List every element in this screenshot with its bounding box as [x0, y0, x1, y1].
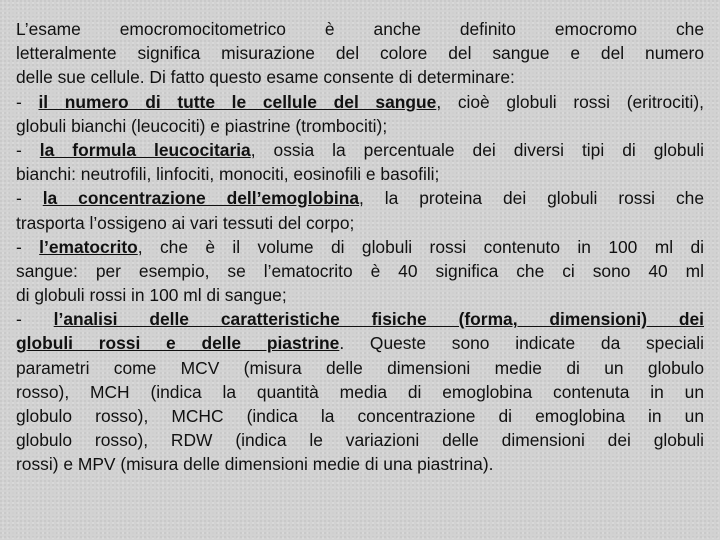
item-term: l’ematocrito [39, 236, 138, 257]
intro-line-1: L’esame emocromocitometrico è anche definito emocromo che [16, 19, 704, 39]
list-item-5: - l’analisi delle caratteristiche fisiche (forma, dimensioni) dei [16, 309, 704, 330]
list-item-2: - la formula leucocitaria, ossia la percentuale dei diversi tipi di globuli [16, 139, 704, 160]
item-term: globuli rossi e delle piastrine [16, 333, 340, 354]
list-item-4-cont: di globuli rossi in 100 ml di sangue; [16, 285, 287, 306]
list-item-5-cont: parametri come MCV (misura delle dimensioni medie di un globulo [16, 357, 704, 378]
list-item-5-cont: globulo rosso), MCHC (indica la concentrazione di emoglobina in un [16, 406, 704, 426]
list-item-1-cont: globuli bianchi (leucociti) e piastrine (trombociti); [16, 115, 388, 136]
item-term: l’analisi delle caratteristiche fisiche (forma, dimensioni) dei [53, 309, 704, 330]
list-item-3: - la concentrazione dell’emoglobina, la proteina dei globuli rossi che [16, 188, 704, 209]
bold-term: emocromocitometrico [119, 19, 286, 39]
list-item-5-cont: rosso), MCH (indica la quantità media di emoglobina contenuta in un [16, 381, 704, 402]
list-item-1: - il numero di tutte le cellule del sangue, cioè globuli rossi (eritrociti), [16, 91, 704, 112]
intro-line-3: delle sue cellule. Di fatto questo esame consente di determinare: [16, 67, 515, 88]
bold-term: L’esame [16, 19, 81, 39]
item-term: il numero di tutte le cellule del sangue [38, 91, 437, 112]
item-term: la concentrazione dell’emoglobina [42, 188, 360, 209]
list-item-2-cont: bianchi: neutrofili, linfociti, monociti, eosinofili e basofili; [16, 164, 440, 185]
intro-line-2: letteralmente significa misurazione del colore del sangue e del numero [16, 43, 704, 64]
list-item-5-cont: globulo rosso), RDW (indica le variazioni delle dimensioni dei globuli [16, 430, 704, 451]
bold-term: emocromo [554, 19, 638, 39]
list-item-3-cont: trasporta l’ossigeno ai vari tessuti del corpo; [16, 212, 355, 233]
list-item-4: - l’ematocrito, che è il volume di globuli rossi contenuto in 100 ml di [16, 236, 704, 257]
list-item-4-cont: sangue: per esempio, se l’ematocrito è 40 significa che ci sono 40 ml [16, 260, 704, 281]
list-item-5-cont: rossi) e MPV (misura delle dimensioni medie di una piastrina). [16, 454, 494, 475]
list-item-5-cont: globuli rossi e delle piastrine. Queste sono indicate da speciali [16, 333, 704, 354]
slide-text-body [16, 17, 704, 477]
item-term: la formula leucocitaria [39, 139, 251, 160]
